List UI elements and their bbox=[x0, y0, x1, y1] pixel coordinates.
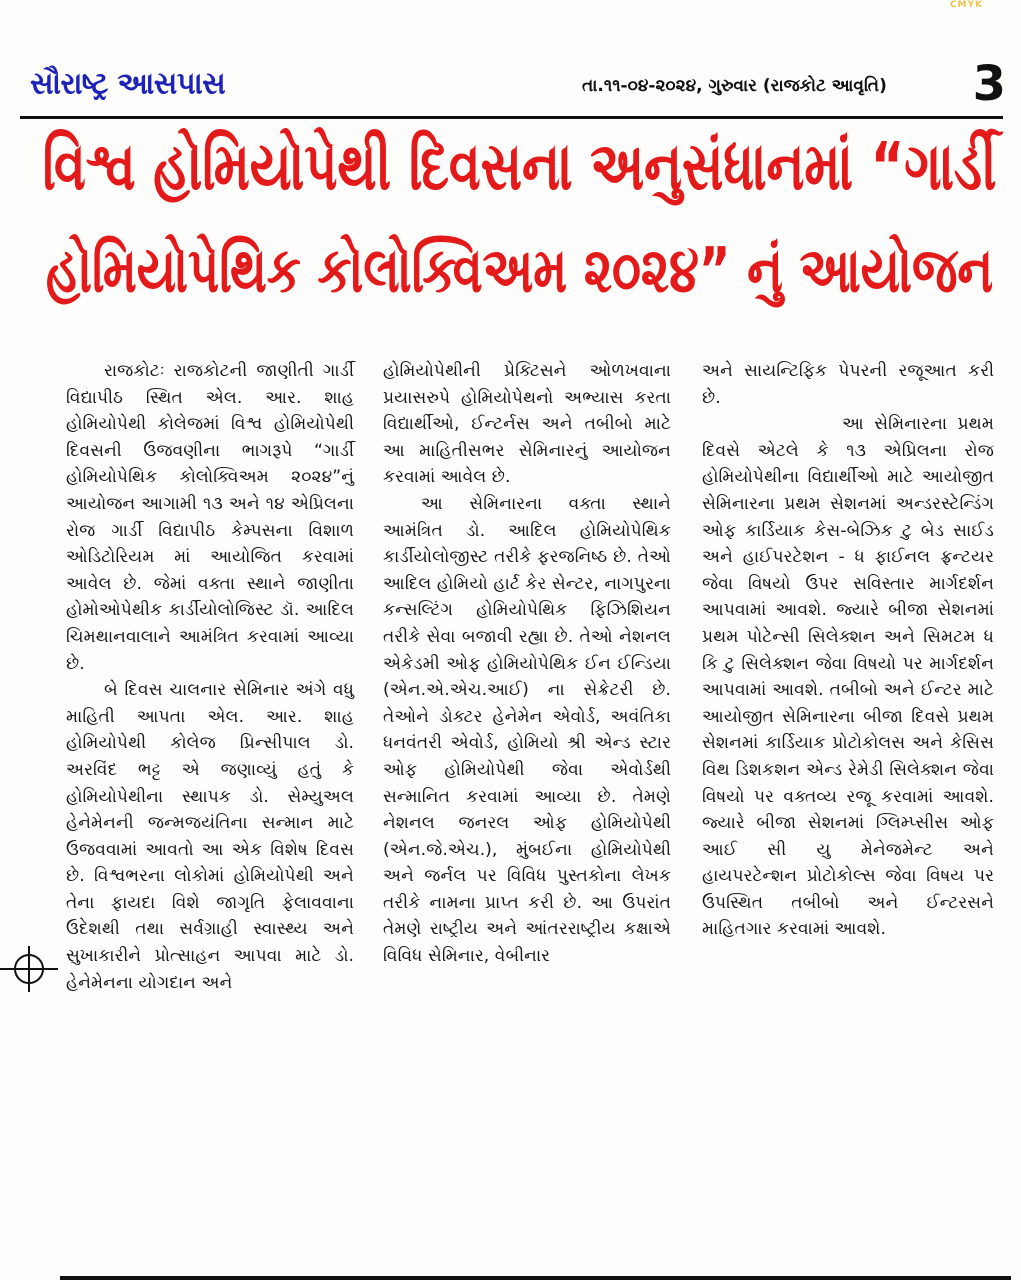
page-number: 3 bbox=[972, 56, 1006, 112]
registration-mark-icon bbox=[0, 940, 58, 998]
masthead bbox=[20, 56, 1006, 114]
article-column-1 bbox=[66, 358, 354, 996]
headline-line-2: હોમિયોપેથિક કોલોક્વિઅમ ૨૦૨૪” નું આયોજન bbox=[45, 234, 994, 308]
article-column-3 bbox=[702, 358, 994, 943]
article-paragraph: હોમિયોપેથીની પ્રેક્ટિસને ઓળખવાના પ્રયાસરુપે હોમિયોપેથનો અભ્યાસ કરતા વિદ્યાર્થીઓ, ઈન્ટર્નસ અને તબીબો માટે આ માહિતીસભર સેમિનારનું આયોજન કરવામાં આવેલ છે. bbox=[383, 361, 671, 488]
masthead-rule bbox=[20, 116, 1003, 119]
dateline: તા.૧૧-૦૪-૨૦૨૪, ગુરુવાર (રાજકોટ આવૃતિ) bbox=[582, 76, 887, 96]
article-paragraph: આ સેમિનારના પ્રથમ દિવસે એટલે કે ૧૩ એપ્રિલના રોજ હોમિયોપેથીના વિદ્યાર્થીઓ માટે આયોજીત સેમિનારના પ્રથમ સેશનમાં અન્ડરસ્ટેન્ડિંગ ઓફ કાર્ડિયાક કેસ-બેઝિક ટુ બેડ સાઈડ અને હાઈપરટેશન - ધ ફાઈનલ ફ્રન્ટયર જેવા વિષયો ઉપર સવિસ્તાર માર્ગદર્શન આપવામાં આવશે. જ્યારે બીજા સેશનમાં પ્રથમ પોટેન્સી સિલેક્શન અને સિમટમ ધ કિ ટુ સિલેક્શન જેવા વિષયો પર માર્ગદર્શન આપવામાં આવશે. તબીબો અને ઈન્ટર માટે આયોજીત સેમિનારના બીજા દિવસે પ્રથમ સેશનમાં કાર્ડિયાક પ્રોટોકોલસ અને કેસિસ વિથ ડિશકશન એન્ડ રેમેડી સિલેક્શન જેવા વિષયો પર વક્તવ્ય રજૂ કરવામાં આવશે. જ્યારે બીજા સેશનમાં ગ્લિમ્પ્સીસ ઓફ આઈ સી યુ મેનેજમેન્ટ અને હાયપરટેન્શન પ્રોટોકોલ્સ જેવા વિષય પર ઉપસ્થિત તબીબો અને ઈન્ટરસને માહિતગાર કરવામાં આવશે. bbox=[702, 414, 994, 940]
article-body bbox=[66, 358, 996, 1258]
article-paragraph: બે દિવસ ચાલનાર સેમિનાર અંગે વધુ માહિતી આપતા એલ. આર. શાહ હોમિયોપેથી કોલેજ પ્રિન્સીપાલ ડો. અરવિંદ ભટ્ટ એ જણાવ્યું હતું કે હોમિયોપેથીના સ્થાપક ડો. સેમ્યુઅલ હેનેમેનની જન્મજયંતિના સન્માન માટે ઉજવવામાં આવતો આ એક વિશેષ દિવસ છે. વિશ્વભરના લોકોમાં હોમિયોપેથી અને તેના ફાયદા વિશે જાગૃતિ ફેલાવવાના ઉદેશથી તથા સર્વગ્રાહી સ્વાસ્થ્ય અને સુખાકારીને પ્રોત્સાહન આપવા માટે ડો. હેનેમેનના યોગદાન અને bbox=[66, 680, 354, 993]
article-column-2 bbox=[383, 358, 671, 970]
newspaper-logo: સૌરાષ્ટ્ર આસપાસ bbox=[30, 65, 226, 101]
article-paragraph: રાજકોટઃ રાજકોટની જાણીતી ગાર્ડી વિદ્યાપીઠ સ્થિત એલ. આર. શાહ હોમિયોપેથી કોલેજમાં વિશ્વ હોમિયોપેથી દિવસની ઉજવણીના ભાગરૂપે “ગાર્ડી હોમિયોપેથિક કોલોક્વિઅમ ૨૦૨૪”નું આયોજન આગામી ૧૩ અને ૧૪ એપ્રિલના રોજ ગાર્ડી વિદ્યાપીઠ કેમ્પસના વિશાળ ઓડિટોરિયમ માં આયોજિત કરવામાં આવેલ છે. જેમાં વક્તા સ્થાને જાણીતા હોમોઓપેથીક કાર્ડીયોલોજિસ્ટ ડૉ. આદિલ ચિમથાનવાલાને આમંત્રિત કરવામાં આવ્યા છે. bbox=[66, 361, 354, 674]
cmyk-print-mark: CMYK bbox=[949, 0, 983, 10]
article-paragraph: આ સેમિનારના વક્તા સ્થાને આમંત્રિત ડો. આદિલ હોમિયોપેથિક કાર્ડીયોલોજીસ્ટ તરીકે ફરજનિષ્ઠ છે. તેઓ આદિલ હોમિયો હાર્ટ કેર સેન્ટર, નાગપુરના કન્સલ્ટિંગ હોમિયોપેથિક ફિઝિશિયન તરીકે સેવા બજાવી રહ્યા છે. તેઓ નેશનલ એકેડમી ઓફ હોમિયોપેથિક ઈન ઈન્ડિયા (એન.એ.એચ.આઈ) ના સેક્રેટરી છે. તેઓને ડોક્ટર હેનેમેન એવોર્ડ, અવંતિકા ધનવંતરી એવોર્ડ, હોમિયો શ્રી એન્ડ સ્ટાર ઓફ હોમિયોપેથી જેવા એવોર્ડથી સન્માનિત કરવામાં આવ્યા છે. તેમણે નેશનલ જનરલ ઓફ હોમિયોપેથી (એન.જે.એચ.), મુંબઈના હોમિયોપેથી અને જર્નલ પર વિવિધ પુસ્તકોના લેખક તરીકે નામના પ્રાપ્ત કરી છે. આ ઉપરાંત તેમણે રાષ્ટ્રીય અને આંતરરાષ્ટ્રીય કક્ષાએ વિવિધ સેમિનાર, વેબીનાર bbox=[383, 493, 671, 967]
bottom-rule bbox=[60, 1276, 1011, 1280]
headline-line-1: વિશ્વ હોમિયોપેથી દિવસના અનુસંધાનમાં “ગાર્ડી bbox=[42, 129, 997, 206]
article-paragraph: અને સાયન્ટિફિક પેપરની રજૂઆત કરી છે. bbox=[702, 361, 994, 408]
